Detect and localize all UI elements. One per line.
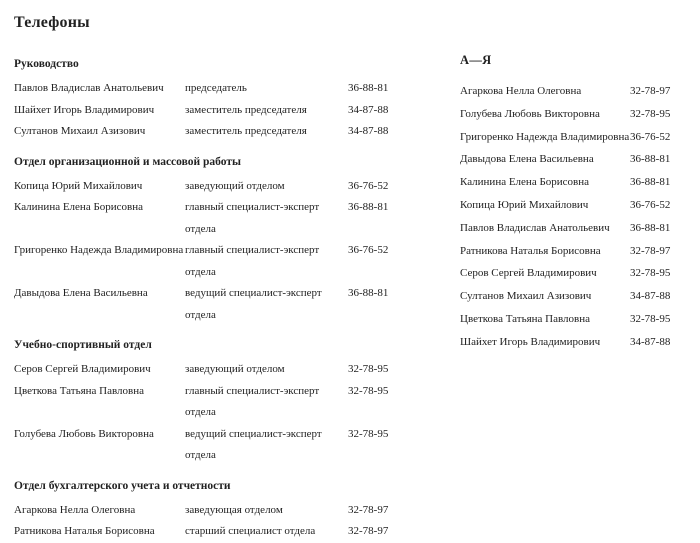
employee-name: Павлов Владислав Анатольевич (460, 221, 610, 234)
employee-phone: 34-87-88 (630, 290, 671, 303)
employee-phone: 32-78-95 (630, 107, 671, 120)
employee-phone: 34-87-88 (348, 103, 389, 116)
employee-phone: 36-76-52 (348, 244, 389, 256)
table-row (14, 78, 406, 100)
employee-phone: 32-78-95 (348, 384, 389, 397)
employee-position: заместитель председателя (185, 125, 307, 137)
employee-position: заведующая отделом (185, 503, 283, 516)
employee-phone: 32-78-95 (630, 267, 671, 280)
list-item (460, 171, 686, 194)
department-section (14, 338, 406, 467)
list-item (460, 194, 686, 217)
department-heading: Учебно-спортивный отдел (14, 339, 152, 351)
list-item (460, 240, 686, 263)
employee-name: Цветкова Татьяна Павловна (460, 312, 591, 325)
employee-name: Серов Сергей Владимирович (460, 267, 597, 280)
list-item (460, 126, 686, 149)
employee-name: Агаркова Нелла Олеговна (14, 503, 136, 516)
employee-phone: 32-78-95 (348, 427, 389, 440)
employee-name: Копица Юрий Михайлович (460, 198, 589, 211)
employee-phone: 36-76-52 (630, 130, 671, 143)
employee-name: Агаркова Нелла Олеговна (460, 85, 582, 97)
alphabetical-list (460, 80, 686, 354)
list-item (460, 262, 686, 285)
list-item (460, 103, 686, 126)
table-row (14, 176, 406, 198)
employee-position: старший специалист отдела (185, 525, 316, 537)
employee-name: Серов Сергей Владимирович (14, 363, 151, 375)
employee-phone: 32-78-97 (630, 244, 671, 257)
department-rows (14, 359, 406, 467)
employee-phone: 36-88-81 (630, 153, 671, 166)
employee-name: Султанов Михаил Азизович (460, 290, 592, 303)
employee-phone: 36-88-81 (348, 82, 389, 94)
employee-phone: 36-88-81 (348, 287, 389, 299)
employee-phone: 36-76-52 (348, 179, 389, 192)
department-heading: Отдел бухгалтерского учета и отчетности (14, 479, 231, 492)
alphabetical-column (460, 45, 686, 354)
department-rows (14, 500, 406, 543)
employee-name: Калинина Елена Борисовна (14, 201, 143, 213)
employee-name: Давыдова Елена Васильевна (460, 153, 594, 166)
employee-phone: 36-88-81 (630, 176, 671, 189)
employee-name: Цветкова Татьяна Павловна (14, 384, 145, 397)
table-row (14, 283, 406, 326)
employee-name: Давыдова Елена Васильевна (14, 287, 148, 299)
list-item (460, 217, 686, 240)
table-row (14, 359, 406, 381)
list-item (460, 285, 686, 308)
employee-phone: 34-87-88 (348, 125, 389, 137)
table-row (14, 240, 406, 283)
department-section (14, 57, 406, 143)
employee-position: председатель (185, 82, 247, 94)
list-item (460, 308, 686, 331)
table-row (14, 500, 406, 522)
employee-phone: 36-88-81 (348, 201, 389, 213)
employee-name: Голубева Любовь Викторовна (14, 427, 154, 440)
list-item (460, 148, 686, 171)
employee-phone: 32-78-95 (630, 312, 671, 325)
employee-position: заведующий отделом (185, 363, 285, 375)
employee-position: ведущий специалист-эксперт отдела (185, 287, 322, 321)
directory-columns (14, 45, 686, 543)
employee-phone: 32-78-97 (348, 525, 389, 537)
department-heading: Отдел организационной и массовой работы (14, 155, 241, 168)
employee-name: Григоренко Надежда Владимировна (14, 244, 184, 256)
employee-name: Шайхет Игорь Владимирович (14, 103, 155, 116)
table-row (14, 197, 406, 240)
page-title: Телефоны (14, 14, 90, 31)
department-section (14, 155, 406, 327)
employee-name: Султанов Михаил Азизович (14, 125, 146, 137)
employee-position: ведущий специалист-эксперт отдела (185, 427, 322, 461)
employee-name: Ратникова Наталья Борисовна (14, 525, 155, 537)
departments-column (14, 45, 406, 543)
employee-position: заведующий отделом (185, 179, 285, 192)
employee-position: главный специалист-эксперт отдела (185, 201, 320, 235)
employee-name: Калинина Елена Борисовна (460, 176, 589, 189)
department-section (14, 479, 406, 543)
department-rows (14, 78, 406, 143)
table-row (14, 100, 406, 122)
department-heading: Руководство (14, 58, 79, 70)
employee-position: главный специалист-эксперт отдела (185, 244, 320, 278)
employee-name: Голубева Любовь Викторовна (460, 107, 600, 120)
employee-phone: 32-78-97 (630, 85, 671, 97)
table-row (14, 121, 406, 143)
department-rows (14, 176, 406, 327)
list-item (460, 331, 686, 354)
employee-phone: 32-78-97 (348, 503, 389, 516)
list-item (460, 80, 686, 103)
employee-name: Шайхет Игорь Владимирович (460, 335, 601, 348)
employee-name: Ратникова Наталья Борисовна (460, 244, 601, 257)
table-row (14, 521, 406, 543)
employee-phone: 34-87-88 (630, 335, 671, 348)
employee-phone: 32-78-95 (348, 363, 389, 375)
employee-position: главный специалист-эксперт отдела (185, 384, 320, 418)
employee-name: Копица Юрий Михайлович (14, 179, 143, 192)
employee-position: заместитель председателя (185, 103, 307, 116)
employee-phone: 36-88-81 (630, 221, 671, 234)
alphabetical-heading: А—Я (460, 53, 492, 67)
table-row (14, 381, 406, 424)
employee-phone: 36-76-52 (630, 198, 671, 211)
employee-name: Григоренко Надежда Владимировна (460, 130, 630, 143)
table-row (14, 424, 406, 467)
employee-name: Павлов Владислав Анатольевич (14, 82, 164, 94)
